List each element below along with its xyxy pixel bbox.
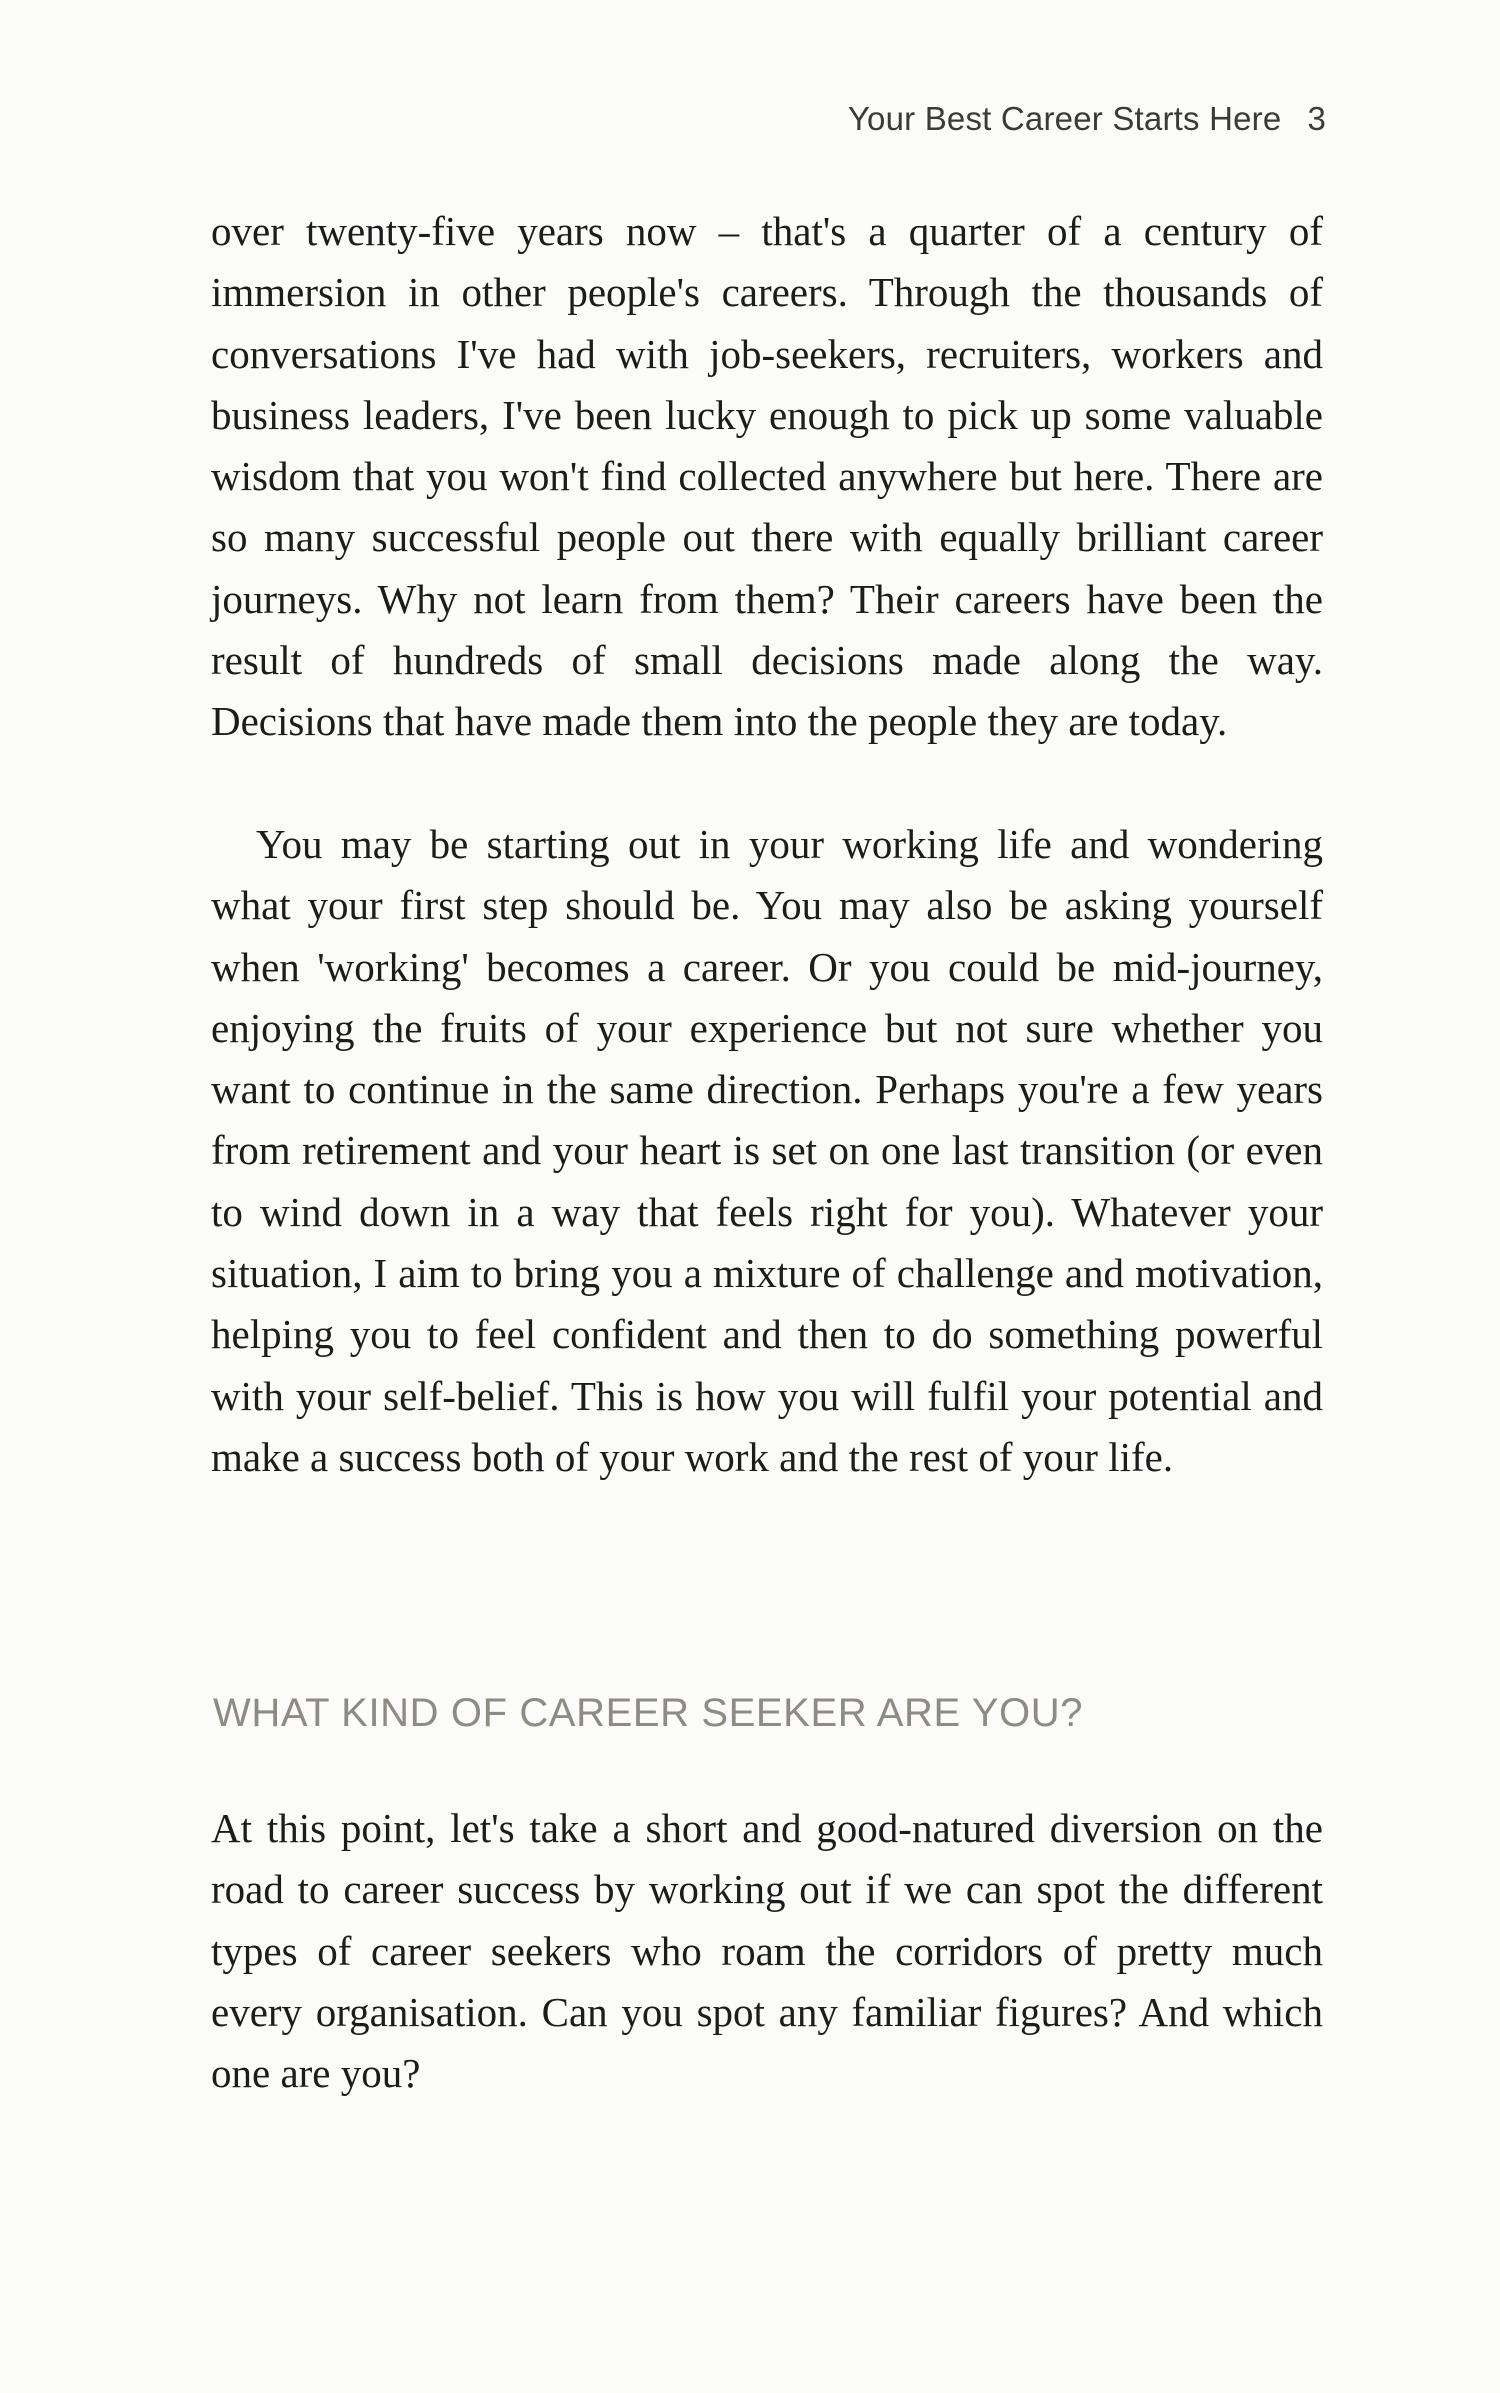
section-heading: WHAT KIND OF CAREER SEEKER ARE YOU? (213, 1691, 1084, 1735)
page-number: 3 (1307, 100, 1326, 137)
running-head (848, 100, 1326, 138)
section-paragraph: At this point, let's take a short and good-natured diversion on the road to career success by working out if we can spot the different types of career seekers who roam the corridors of pretty much every organisation. Can you spot any familiar figures? And which one are you? (211, 1805, 1323, 2097)
body-paragraph: You may be starting out in your working life and wondering what your first step should be. You may also be asking yourself when 'working' becomes a career. Or you could be mid-journey, enjoying the fruits of your experience but not sure whether you want to continue in the same direction. Perhaps you're a few years from retirement and your heart is set on one last transition (or even to wind down in a way that feels right for you). Whatever your situation, I aim to bring you a mixture of challenge and motivation, helping you to feel confident and then to do something powerful with your self-belief. This is how you will fulfil your potential and make a success both of your work and the rest of your life. (211, 821, 1323, 1480)
body-paragraph: over twenty-five years now – that's a quarter of a century of immersion in other people's careers. Through the thousands of conversations I've had with job-seekers, recruiters, workers and business leaders, I've been lucky enough to pick up some valuable wisdom that you won't find collected anywhere but here. There are so many successful people out there with equally brilliant career journeys. Why not learn from them? Their careers have been the result of hundreds of small decisions made along the way. Decisions that have made them into the people they are today. (211, 208, 1323, 745)
running-title: Your Best Career Starts Here (847, 100, 1282, 137)
